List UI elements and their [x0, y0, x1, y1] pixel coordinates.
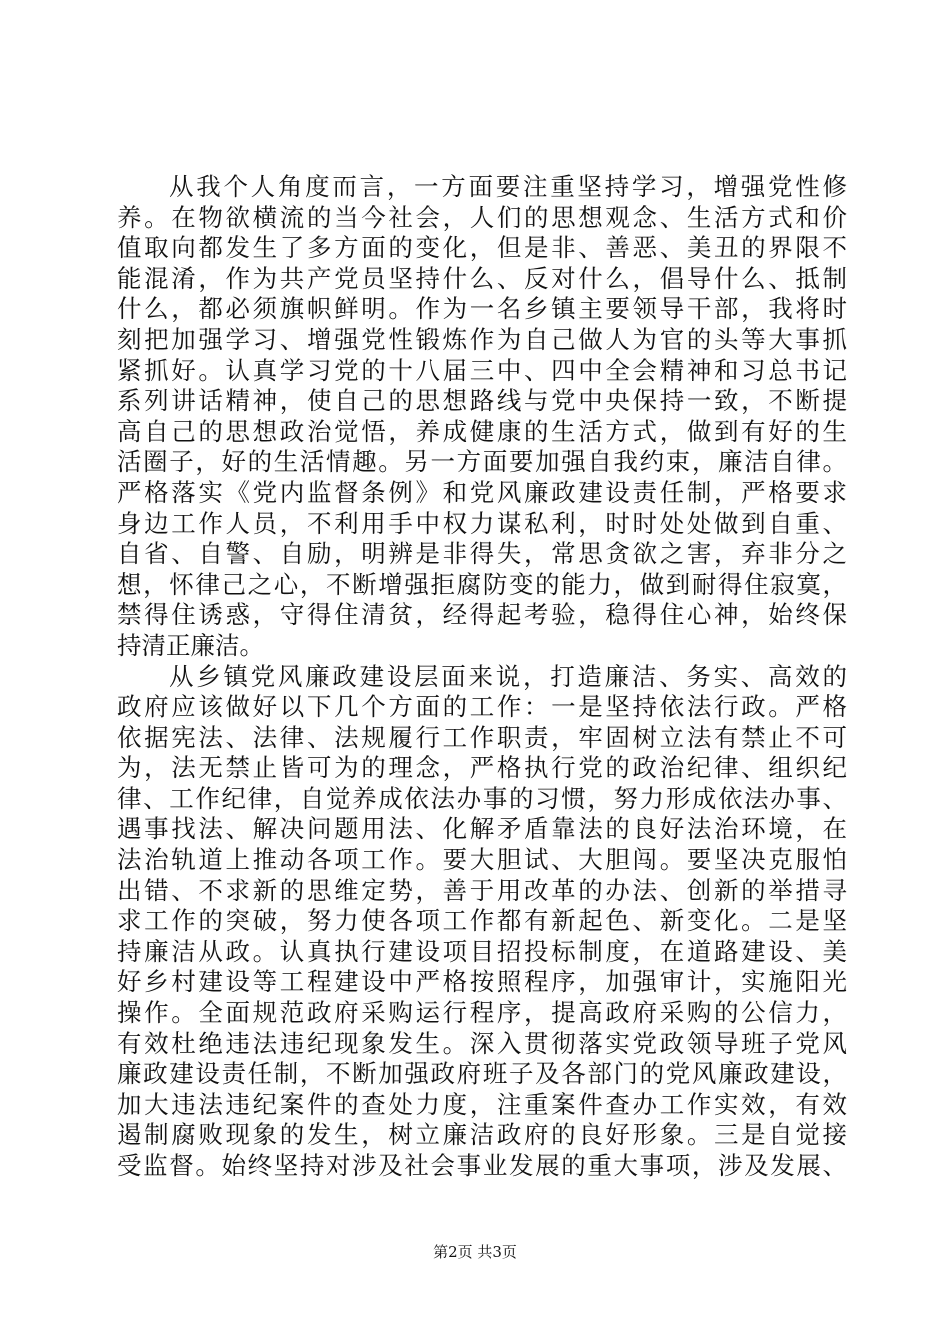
paragraph-2-line-6: 遇事找法、解决问题用法、化解矛盾靠法的良好法治环境，在 — [117, 814, 847, 844]
paragraph-1-line-2: 养。在物欲横流的当今社会，人们的思想观念、生活方式和价 — [117, 202, 847, 232]
paragraph-1-line-5: 什么，都必须旗帜鲜明。作为一名乡镇主要领导干部，我将时 — [117, 294, 847, 324]
paragraph-2-line-5: 律、工作纪律，自觉养成依法办事的习惯，努力形成依法办事、 — [117, 783, 847, 813]
document-body — [117, 172, 847, 1182]
paragraph-2-line-12: 操作。全面规范政府采购运行程序，提高政府采购的公信力， — [117, 998, 847, 1028]
paragraph-1-line-9: 高自己的思想政治觉悟，养成健康的生活方式，做到有好的生 — [117, 416, 847, 446]
paragraph-1-line-13: 自省、自警、自励，明辨是非得失，常思贪欲之害，弃非分之 — [117, 539, 847, 569]
paragraph-1-line-16: 持清正廉洁。 — [117, 630, 264, 660]
paragraph-2-line-15: 加大违法违纪案件的查处力度，注重案件查办工作实效，有效 — [117, 1089, 847, 1119]
paragraph-1-line-12: 身边工作人员，不利用手中权力谋私利，时时处处做到自重、 — [117, 508, 847, 538]
paragraph-2-line-7: 法治轨道上推动各项工作。要大胆试、大胆闯。要坚决克服怕 — [117, 845, 847, 875]
paragraph-1-line-7: 紧抓好。认真学习党的十八届三中、四中全会精神和习总书记 — [117, 355, 847, 385]
paragraph-2-line-9: 求工作的突破，努力使各项工作都有新起色、新变化。二是坚 — [117, 906, 847, 936]
paragraph-2-line-11: 好乡村建设等工程建设中严格按照程序，加强审计，实施阳光 — [117, 967, 847, 997]
paragraph-2-line-1: 从乡镇党风廉政建设层面来说，打造廉洁、务实、高效的 — [169, 661, 847, 691]
page-number-footer: 第2页 共3页 — [433, 1243, 517, 1261]
paragraph-2-line-4: 为，法无禁止皆可为的理念，严格执行党的政治纪律、组织纪 — [117, 753, 847, 783]
paragraph-2-line-3: 依据宪法、法律、法规履行工作职责，牢固树立法有禁止不可 — [117, 722, 847, 752]
paragraph-2-line-13: 有效杜绝违法违纪现象发生。深入贯彻落实党政领导班子党风 — [117, 1028, 847, 1058]
paragraph-2-line-10: 持廉洁从政。认真执行建设项目招投标制度，在道路建设、美 — [117, 936, 847, 966]
paragraph-1-line-6: 刻把加强学习、增强党性锻炼作为自己做人为官的头等大事抓 — [117, 324, 847, 354]
paragraph-1-line-8: 系列讲话精神，使自己的思想路线与党中央保持一致，不断提 — [117, 386, 847, 416]
paragraph-2-line-17: 受监督。始终坚持对涉及社会事业发展的重大事项，涉及发展、 — [117, 1151, 847, 1180]
paragraph-1-line-15: 禁得住诱惑，守得住清贫，经得起考验，稳得住心神，始终保 — [117, 600, 847, 630]
paragraph-1-line-1: 从我个人角度而言，一方面要注重坚持学习，增强党性修 — [169, 172, 847, 201]
paragraph-1-line-3: 值取向都发生了多方面的变化，但是非、善恶、美丑的界限不 — [117, 233, 847, 263]
paragraph-2-line-16: 遏制腐败现象的发生，树立廉洁政府的良好形象。三是自觉接 — [117, 1120, 847, 1150]
paragraph-1-line-11: 严格落实《党内监督条例》和党风廉政建设责任制，严格要求 — [117, 477, 847, 507]
paragraph-2-line-14: 廉政建设责任制，不断加强政府班子及各部门的党风廉政建设， — [117, 1059, 847, 1089]
paragraph-2-line-8: 出错、不求新的思维定势，善于用改革的办法、创新的举措寻 — [117, 875, 847, 905]
paragraph-1-line-14: 想，怀律己之心，不断增强拒腐防变的能力，做到耐得住寂寞， — [117, 569, 847, 599]
paragraph-1-line-4: 能混淆，作为共产党员坚持什么、反对什么，倡导什么、抵制 — [117, 263, 847, 293]
paragraph-2-line-2: 政府应该做好以下几个方面的工作：一是坚持依法行政。严格 — [117, 692, 847, 722]
paragraph-1-line-10: 活圈子，好的生活情趣。另一方面要加强自我约束，廉洁自律。 — [117, 447, 847, 477]
